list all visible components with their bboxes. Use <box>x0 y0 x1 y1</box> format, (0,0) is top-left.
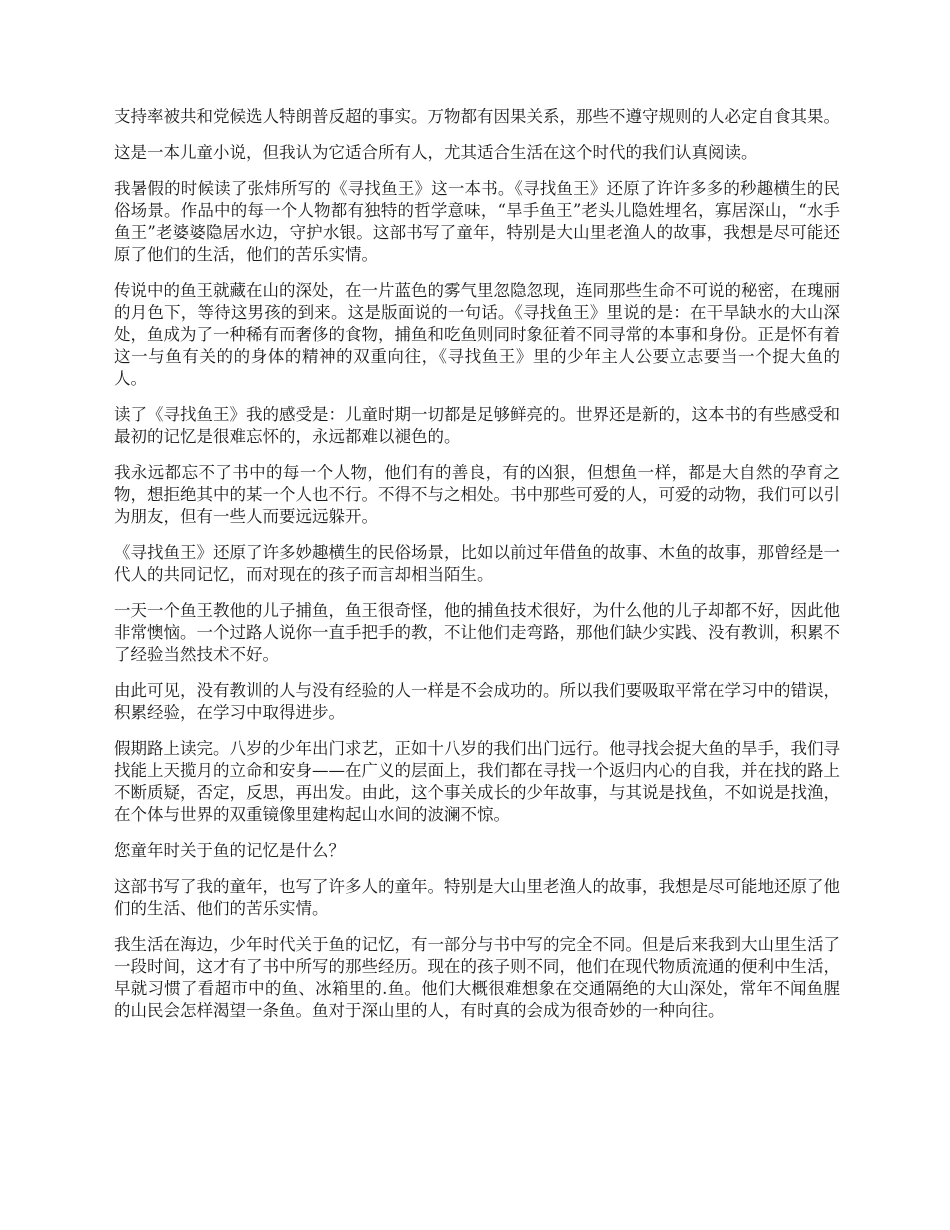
paragraph-9: 由此可见，没有教训的人与没有经验的人一样是不会成功的。所以我们要吸取平常在学习中的错误，积累经验，在学习中取得进步。 <box>114 681 840 722</box>
paragraph-4: 传说中的鱼王就藏在山的深处，在一片蓝色的雾气里忽隐忽现，连同那些生命不可说的秘密，在瑰丽的月色下，等待这男孩的到来。这是版面说的一句话。《寻找鱼王》里说的是：在干旱缺水的大山深处，鱼成为了一种稀有而奢侈的食物，捕鱼和吃鱼则同时象征着不同寻常的本事和身份。正是怀有着这一与鱼有关的的身体的精神的双重向往，《寻找鱼王》里的少年主人公要立志要当一个捉大鱼的人。 <box>114 281 840 388</box>
paragraph-2: 这是一本儿童小说，但我认为它适合所有人，尤其适合生活在这个时代的我们认真阅读。 <box>114 143 758 162</box>
paragraph-5: 读了《寻找鱼王》我的感受是：儿童时期一切都是足够鲜亮的。世界还是新的，这本书的有些感受和最初的记忆是很难忘怀的，永远都难以褪色的。 <box>114 405 840 446</box>
paragraph-11: 您童年时关于鱼的记忆是什么？ <box>114 841 345 860</box>
paragraph-1: 支持率被共和党候选人特朗普反超的事实。万物都有因果关系，那些不遵守规则的人必定自食其果。 <box>114 107 840 126</box>
paragraph-13: 我生活在海边，少年时代关于鱼的记忆，有一部分与书中写的完全不同。但是后来我到大山里生活了一段时间，这才有了书中所写的那些经历。现在的孩子则不同，他们在现代物质流通的便利中生活，早就习惯了看超市中的鱼、冰箱里的.鱼。他们大概很难想象在交通隔绝的大山深处，常年不闻鱼腥的山民会怎样渴望一条鱼。鱼对于深山里的人，有时真的会成为很奇妙的一种向往。 <box>114 935 840 1020</box>
paragraph-10: 假期路上读完。八岁的少年出门求艺，正如十八岁的我们出门远行。他寻找会捉大鱼的旱手，我们寻找能上天揽月的立命和安身——在广义的层面上，我们都在寻找一个返归内心的自我，并在找的路上不断质疑，否定，反思，再出发。由此，这个事关成长的少年故事，与其说是找鱼，不如说是找渔，在个体与世界的双重镜像里建构起山水间的波澜不惊。 <box>114 739 840 824</box>
paragraph-6: 我永远都忘不了书中的每一个人物，他们有的善良，有的凶狠，但想鱼一样，都是大自然的孕育之物，想拒绝其中的某一个人也不行。不得不与之相处。书中那些可爱的人，可爱的动物，我们可以引为朋友，但有一些人而要远远躲开。 <box>114 463 840 526</box>
paragraph-3: 我暑假的时候读了张炜所写的《寻找鱼王》这一本书。《寻找鱼王》还原了许许多多的秒趣横生的民俗场景。作品中的每一个人物都有独特的哲学意味，“旱手鱼王”老头儿隐姓埋名，寡居深山，“水手鱼王”老婆婆隐居水边，守护水银。这部书写了童年，特别是大山里老渔人的故事，我想是尽可能还原了他们的生活，他们的苦乐实情。 <box>114 179 840 264</box>
paragraph-7: 《寻找鱼王》还原了许多妙趣横生的民俗场景，比如以前过年借鱼的故事、木鱼的故事，那曾经是一代人的共同记忆，而对现在的孩子而言却相当陌生。 <box>114 543 840 584</box>
paragraph-12: 这部书写了我的童年，也写了许多人的童年。特别是大山里老渔人的故事，我想是尽可能地还原了他们的生活、他们的苦乐实情。 <box>114 877 840 918</box>
document-page <box>114 106 840 1036</box>
paragraph-8: 一天一个鱼王教他的儿子捕鱼，鱼王很奇怪，他的捕鱼技术很好，为什么他的儿子却都不好，因此他非常懊恼。一个过路人说你一直手把手的教，不让他们走弯路，那他们缺少实践、没有教训，积累不了经验当然技术不好。 <box>114 601 840 664</box>
